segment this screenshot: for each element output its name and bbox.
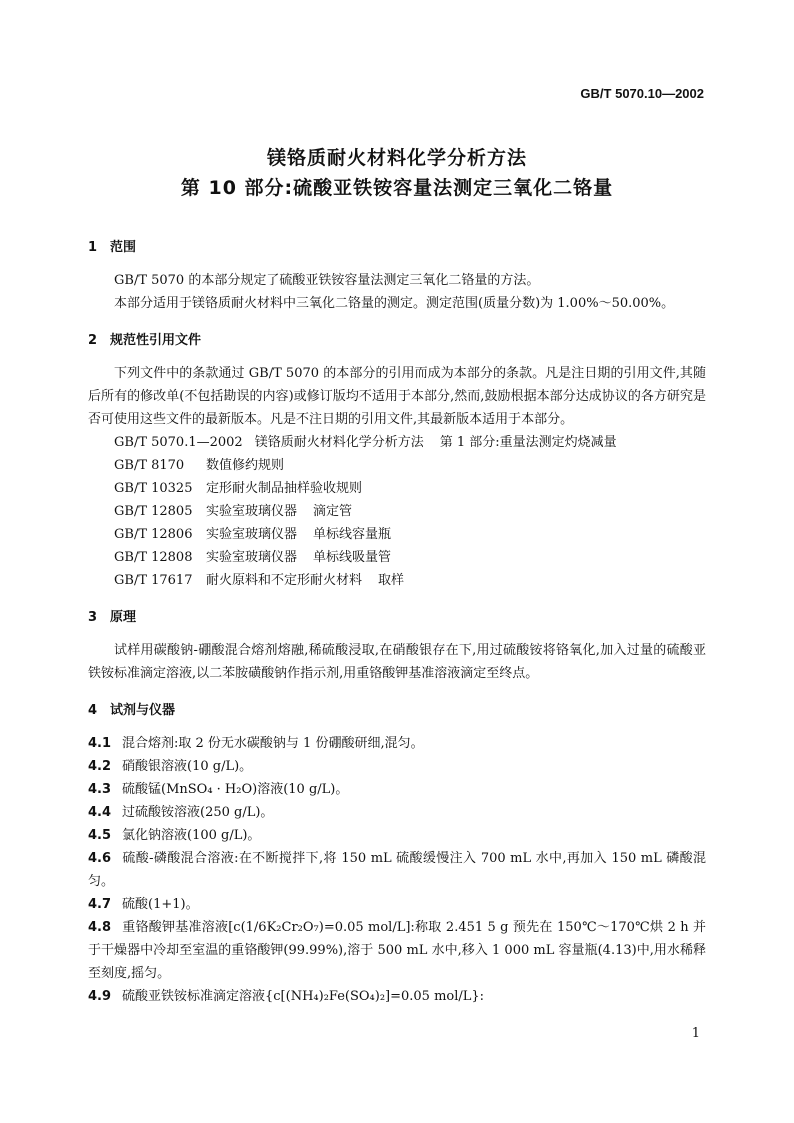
reference-item: GB/T 12806 实验室玻璃仪器 单标线容量瓶 (114, 527, 392, 542)
reference-item: GB/T 12805 实验室玻璃仪器 滴定管 (114, 504, 353, 519)
paragraph: GB/T 5070 的本部分规定了硫酸亚铁铵容量法测定三氧化二铬量的方法。 (114, 273, 540, 288)
list-item: 4.7 硫酸(1+1)。 (88, 897, 199, 912)
list-item: 4.6 硫酸-磷酸混合溶液:在不断搅拌下,将 150 mL 硫酸缓慢注入 700 mL 水中,再加入 150 mL 磷酸混匀。 (88, 851, 706, 889)
page-number: 1 (691, 1026, 700, 1041)
paragraph: 本部分适用于镁铬质耐火材料中三氧化二铬量的测定。测定范围(质量分数)为 1.00%～50.00%。 (114, 296, 675, 311)
section-2-heading: 2 规范性引用文件 (88, 333, 202, 348)
list-item: 4.3 硫酸锰(MnSO₄ · H₂O)溶液(10 g/L)。 (88, 782, 349, 797)
document-title-line2: 第 10 部分:硫酸亚铁铵容量法测定三氧化二铬量 (180, 177, 614, 199)
section-1-heading: 1 范围 (88, 240, 137, 255)
list-item: 4.1 混合熔剂:取 2 份无水碳酸钠与 1 份硼酸研细,混匀。 (88, 736, 424, 751)
reference-item: GB/T 12808 实验室玻璃仪器 单标线吸量管 (114, 550, 392, 565)
list-item: 4.5 氯化钠溶液(100 g/L)。 (88, 828, 261, 843)
section-3-heading: 3 原理 (88, 610, 137, 625)
paragraph: 下列文件中的条款通过 GB/T 5070 的本部分的引用而成为本部分的条款。凡是注日期的引用文件,其随后所有的修改单(不包括勘误的内容)或修订版均不适用于本部分,然而,鼓励根据本部分达成协议的各方研究是否可使用这些文件的最新版本。凡是不注日期的引用文件,其最新版本适用于本部分。 (88, 366, 706, 427)
list-item: 4.4 过硫酸铵溶液(250 g/L)。 (88, 805, 274, 820)
list-item: 4.2 硝酸银溶液(10 g/L)。 (88, 759, 253, 774)
reference-item: GB/T 8170 数值修约规则 (114, 458, 285, 473)
document-title-line1: 镁铬质耐火材料化学分析方法 (266, 147, 527, 169)
reference-item: GB/T 5070.1—2002 镁铬质耐火材料化学分析方法 第 1 部分:重量法测定灼烧减量 (114, 435, 617, 450)
document-body (88, 236, 706, 1008)
reference-item: GB/T 17617 耐火原料和不定形耐火材料 取样 (114, 573, 405, 588)
paragraph: 试样用碳酸钠-硼酸混合熔剂熔融,稀硫酸浸取,在硝酸银存在下,用过硫酸铵将铬氧化,加入过量的硫酸亚铁铵标准滴定溶液,以二苯胺磺酸钠作指示剂,用重铬酸钾基准溶液滴定至终点。 (88, 643, 706, 681)
standard-code: GB/T 5070.10—2002 (580, 86, 704, 101)
reference-item: GB/T 10325 定形耐火制品抽样验收规则 (114, 481, 363, 496)
list-item: 4.9 硫酸亚铁铵标准滴定溶液{c[(NH₄)₂Fe(SO₄)₂]=0.05 mol/L}: (88, 989, 485, 1004)
list-item: 4.8 重铬酸钾基准溶液[c(1/6K₂Cr₂O₇)=0.05 mol/L]:称取 2.451 5 g 预先在 150℃～170℃烘 2 h 并于干燥器中冷却至室温的重铬酸钾(99.99%),溶于 500 mL 水中,移入 1 000 mL 容量瓶(4.13)中,用水稀释至刻度,摇匀。 (88, 920, 706, 981)
section-4-heading: 4 试剂与仪器 (88, 703, 176, 718)
